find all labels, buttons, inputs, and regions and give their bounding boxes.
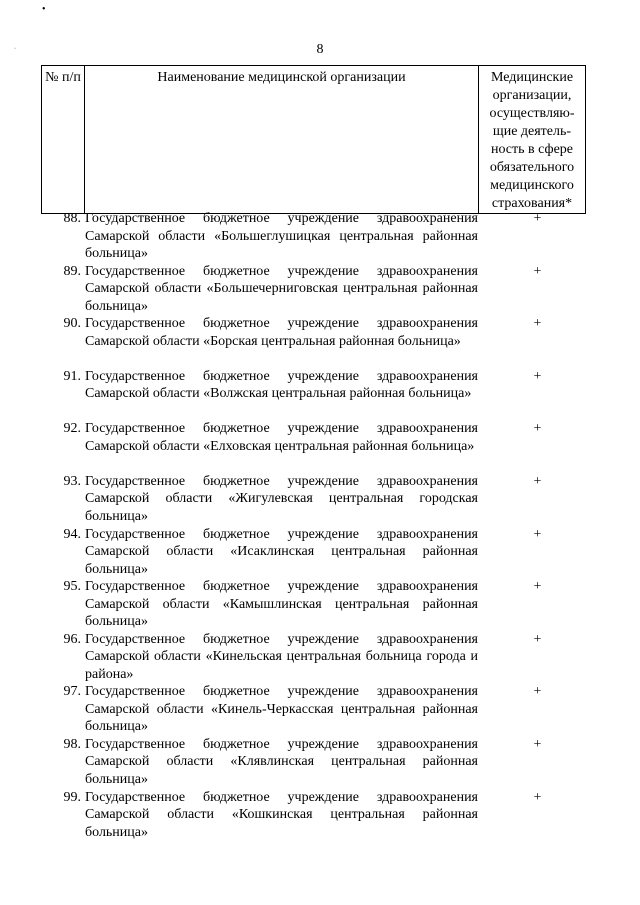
- oms-mark: +: [533, 316, 542, 332]
- organization-name: Государственное бюджетное учреждение здравоохранения Самарской области «Кинель-Черкасская центральная районная больница»: [85, 684, 478, 735]
- row-number: 96.: [63, 631, 81, 647]
- table-row: [41, 263, 585, 316]
- oms-mark: +: [533, 736, 542, 752]
- table-row: [41, 631, 585, 684]
- row-number: 91.: [63, 368, 81, 384]
- table-row: [41, 683, 585, 736]
- table-row: [41, 420, 585, 473]
- oms-mark: +: [533, 211, 542, 226]
- organization-name: Государственное бюджетное учреждение здравоохранения Самарской области «Камышлинская центральная районная больница»: [85, 579, 478, 630]
- table-header: [41, 65, 586, 214]
- organization-name: Государственное бюджетное учреждение здравоохранения Самарской области «Кинельская центральная больница города и района»: [85, 631, 478, 682]
- oms-mark: +: [533, 526, 542, 542]
- oms-mark: +: [533, 631, 542, 647]
- organization-name: Государственное бюджетное учреждение здравоохранения Самарской области «Волжская центральная районная больница»: [85, 368, 478, 402]
- table-row: [41, 315, 585, 368]
- table-row: [41, 526, 585, 579]
- table-row: [41, 736, 585, 789]
- table-row: [41, 789, 585, 842]
- row-number: 89.: [63, 263, 81, 279]
- row-number: 90.: [63, 316, 81, 332]
- row-number: 97.: [63, 684, 81, 700]
- oms-mark: +: [533, 368, 542, 384]
- header-col-oms: Медицинские организации, осуществляю-щие деятель-ность в сфере обязательного медицинского страхования*: [479, 66, 586, 214]
- oms-mark: +: [533, 473, 542, 489]
- table-body: [41, 210, 585, 841]
- organization-name: Государственное бюджетное учреждение здравоохранения Самарской области «Жигулевская центральная городская больница»: [85, 473, 478, 524]
- row-number: 95.: [63, 579, 81, 595]
- oms-mark: +: [533, 789, 542, 805]
- oms-mark: +: [533, 421, 542, 437]
- oms-mark: +: [533, 263, 542, 279]
- margin-mark-top: •: [42, 4, 46, 15]
- organization-name: Государственное бюджетное учреждение здравоохранения Самарской области «Клявлинская центральная районная больница»: [85, 736, 478, 787]
- header-col-number: № п/п: [42, 66, 85, 214]
- header-col-name: Наименование медицинской организации: [85, 66, 479, 214]
- oms-mark: +: [533, 684, 542, 700]
- margin-mark-left: ·: [14, 46, 16, 52]
- table-row: [41, 578, 585, 631]
- row-number: 94.: [63, 526, 81, 542]
- organization-name: Государственное бюджетное учреждение здравоохранения Самарской области «Борская центральная районная больница»: [85, 316, 478, 349]
- organization-name: Государственное бюджетное учреждение здравоохранения Самарской области «Елховская центральная районная больница»: [85, 421, 478, 454]
- row-number: 88.: [63, 211, 81, 226]
- oms-mark: +: [533, 579, 542, 595]
- page-number: 8: [316, 42, 324, 57]
- table-row: [41, 473, 585, 526]
- organization-name: Государственное бюджетное учреждение здравоохранения Самарской области «Кошкинская центральная районная больница»: [85, 789, 478, 840]
- table-row: [41, 210, 585, 263]
- row-number: 99.: [63, 789, 81, 805]
- row-number: 93.: [63, 473, 81, 489]
- organization-name: Государственное бюджетное учреждение здравоохранения Самарской области «Исаклинская центральная районная больница»: [85, 526, 478, 577]
- row-number: 92.: [63, 421, 81, 437]
- organization-name: Государственное бюджетное учреждение здравоохранения Самарской области «Большеглушицкая центральная районная больница»: [85, 211, 478, 261]
- row-number: 98.: [63, 736, 81, 752]
- table-row: [41, 368, 585, 421]
- organization-name: Государственное бюджетное учреждение здравоохранения Самарской области «Большечерниговская центральная районная больница»: [85, 263, 478, 314]
